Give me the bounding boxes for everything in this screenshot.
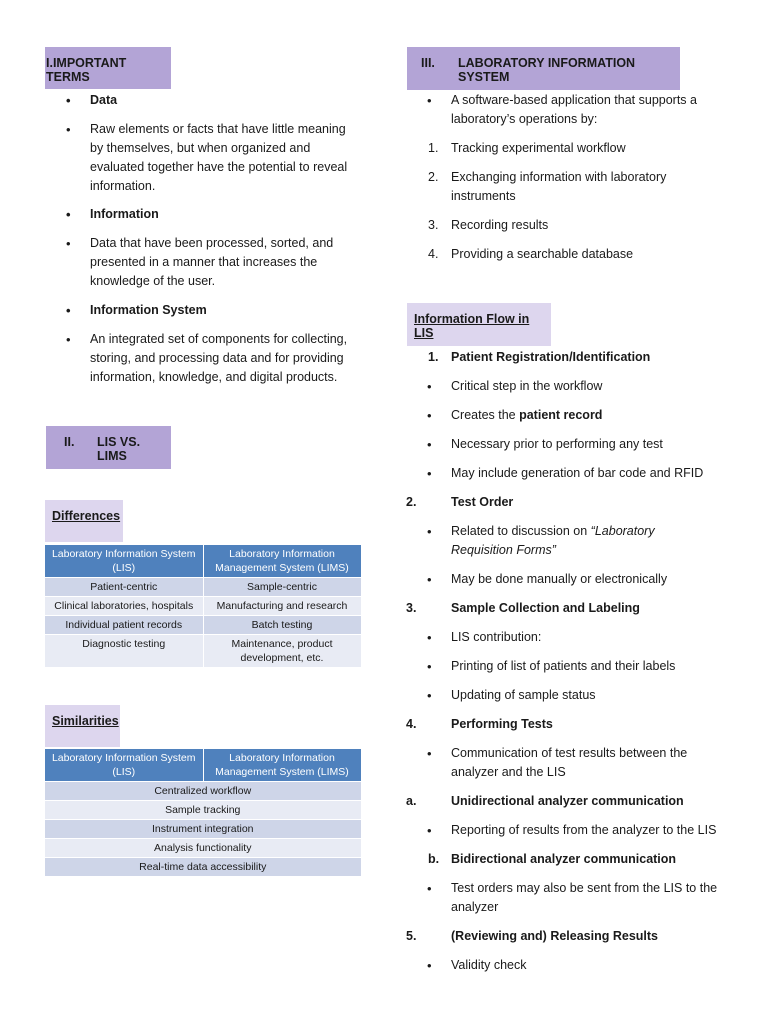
step-title: Sample Collection and Labeling bbox=[451, 601, 640, 615]
flow-bullet: • Printing of list of patients and their labels bbox=[451, 657, 675, 676]
table-cell: Sample-centric bbox=[203, 578, 361, 597]
section2-header bbox=[46, 426, 171, 469]
step-number: a. bbox=[406, 794, 417, 808]
term-information: • Information bbox=[90, 205, 159, 224]
bullet-italic-text: “Laboratory bbox=[590, 524, 655, 538]
definition-line: • Raw elements or facts that have little meaning bbox=[90, 122, 346, 136]
step-number: b. bbox=[428, 852, 440, 866]
list-number: 3. bbox=[428, 218, 439, 232]
term-information-system: • Information System bbox=[90, 301, 207, 320]
table-cell: Instrument integration bbox=[45, 820, 361, 839]
section2-number: II. bbox=[64, 435, 75, 449]
step-number: 1. bbox=[428, 350, 439, 364]
step-number: 5. bbox=[406, 929, 417, 943]
definition-data bbox=[90, 120, 347, 196]
table-header-row bbox=[45, 545, 361, 578]
table-row bbox=[45, 616, 361, 635]
definition-line: • Data that have been processed, sorted, and bbox=[90, 236, 334, 250]
intro-line: laboratory’s operations by: bbox=[451, 112, 598, 126]
table-row bbox=[45, 635, 361, 668]
bullet-line: • Test orders may also be sent from the LIS to the bbox=[451, 881, 718, 895]
information-flow-label: Information Flow in LIS bbox=[407, 303, 551, 346]
differences-label: Differences bbox=[45, 500, 123, 542]
table-cell: Maintenance, product development, etc. bbox=[203, 635, 361, 668]
step-number: 3. bbox=[406, 601, 417, 615]
definition-line: storing, and processing data and for providing bbox=[90, 351, 344, 365]
step-number: 2. bbox=[406, 495, 417, 509]
list-item-line: instruments bbox=[451, 189, 516, 203]
table-cell: Centralized workflow bbox=[45, 782, 361, 801]
table-cell: Diagnostic testing bbox=[45, 635, 203, 668]
section2-title: LIS VS. LIMS bbox=[97, 435, 141, 463]
bullet-text: Related to discussion on bbox=[451, 524, 591, 538]
section3-header bbox=[407, 47, 680, 90]
flow-bullet: • May be done manually or electronically bbox=[451, 570, 667, 589]
step-number: 4. bbox=[406, 717, 417, 731]
step-title: (Reviewing and) Releasing Results bbox=[451, 929, 658, 943]
bullet-line: analyzer and the LIS bbox=[451, 765, 566, 779]
differences-table bbox=[45, 545, 362, 667]
table-row bbox=[45, 839, 361, 858]
bullet-italic-text: Requisition Forms” bbox=[451, 543, 556, 557]
flow-bullet: • Critical step in the workflow bbox=[451, 377, 602, 396]
bullet-line: analyzer bbox=[451, 900, 499, 914]
bullet-bold-text: patient record bbox=[519, 408, 603, 422]
section1-title: I.IMPORTANT TERMS bbox=[46, 56, 127, 84]
flow-bullet bbox=[451, 406, 602, 425]
flow-bullet: • LIS contribution: bbox=[451, 628, 541, 647]
table-row bbox=[45, 578, 361, 597]
table-header-row bbox=[45, 749, 361, 782]
column-header: Laboratory Information Management System (LIMS) bbox=[203, 545, 361, 578]
table-row bbox=[45, 801, 361, 820]
column-header: Laboratory Information Management System (LIMS) bbox=[203, 749, 361, 782]
section3-number: III. bbox=[421, 56, 435, 70]
similarities-table bbox=[45, 749, 362, 876]
column-header: Laboratory Information System (LIS) bbox=[45, 545, 203, 578]
list-item: Recording results bbox=[451, 218, 549, 232]
definition-line: presented in a manner that increases the bbox=[90, 255, 318, 269]
table-cell: Individual patient records bbox=[45, 616, 203, 635]
section3-title: LABORATORY INFORMATION SYSTEM bbox=[458, 56, 636, 84]
list-item bbox=[451, 168, 666, 206]
list-number: 1. bbox=[428, 141, 439, 155]
step-title: Patient Registration/Identification bbox=[451, 350, 651, 364]
similarities-label: Similarities bbox=[45, 705, 120, 747]
flow-bullet: • Necessary prior to performing any test bbox=[451, 435, 663, 454]
column-header: Laboratory Information System (LIS) bbox=[45, 749, 203, 782]
table-row bbox=[45, 820, 361, 839]
term-data: • Data bbox=[90, 91, 117, 110]
table-row bbox=[45, 782, 361, 801]
definition-information-system bbox=[90, 330, 347, 387]
definition-line: by themselves, but when organized and bbox=[90, 141, 311, 155]
table-cell: Manufacturing and research bbox=[203, 597, 361, 616]
table-cell: Real-time data accessibility bbox=[45, 858, 361, 877]
definition-line: information, knowledge, and digital products. bbox=[90, 370, 338, 384]
lis-intro bbox=[451, 91, 697, 129]
flow-bullet: • Validity check bbox=[451, 956, 527, 975]
definition-line: knowledge of the user. bbox=[90, 274, 216, 288]
intro-line: • A software-based application that supports a bbox=[451, 93, 697, 107]
list-item: Tracking experimental workflow bbox=[451, 141, 626, 155]
step-title: Test Order bbox=[451, 495, 514, 509]
table-cell: Patient-centric bbox=[45, 578, 203, 597]
flow-bullet bbox=[451, 744, 687, 782]
table-cell: Batch testing bbox=[203, 616, 361, 635]
flow-bullet: • Updating of sample status bbox=[451, 686, 596, 705]
definition-line: information. bbox=[90, 179, 156, 193]
list-item-line: Exchanging information with laboratory bbox=[451, 170, 667, 184]
table-row bbox=[45, 597, 361, 616]
flow-bullet bbox=[451, 522, 655, 560]
table-cell: Sample tracking bbox=[45, 801, 361, 820]
flow-bullet bbox=[451, 879, 717, 917]
list-item: Providing a searchable database bbox=[451, 247, 634, 261]
list-number: 2. bbox=[428, 170, 439, 184]
step-title: Unidirectional analyzer communication bbox=[451, 794, 684, 808]
definition-line: • An integrated set of components for collecting, bbox=[90, 332, 348, 346]
definition-line: evaluated together have the potential to reveal bbox=[90, 160, 348, 174]
list-number: 4. bbox=[428, 247, 439, 261]
step-title: Bidirectional analyzer communication bbox=[451, 852, 677, 866]
definition-information bbox=[90, 234, 333, 291]
table-row bbox=[45, 858, 361, 877]
step-title: Performing Tests bbox=[451, 717, 553, 731]
bullet-line: • Communication of test results between the bbox=[451, 746, 688, 760]
flow-bullet: • Reporting of results from the analyzer to the LIS bbox=[451, 821, 716, 840]
table-cell: Analysis functionality bbox=[45, 839, 361, 858]
section1-header bbox=[45, 47, 171, 89]
bullet-text: Creates the bbox=[451, 408, 520, 422]
flow-bullet: • May include generation of bar code and RFID bbox=[451, 464, 703, 483]
table-cell: Clinical laboratories, hospitals bbox=[45, 597, 203, 616]
